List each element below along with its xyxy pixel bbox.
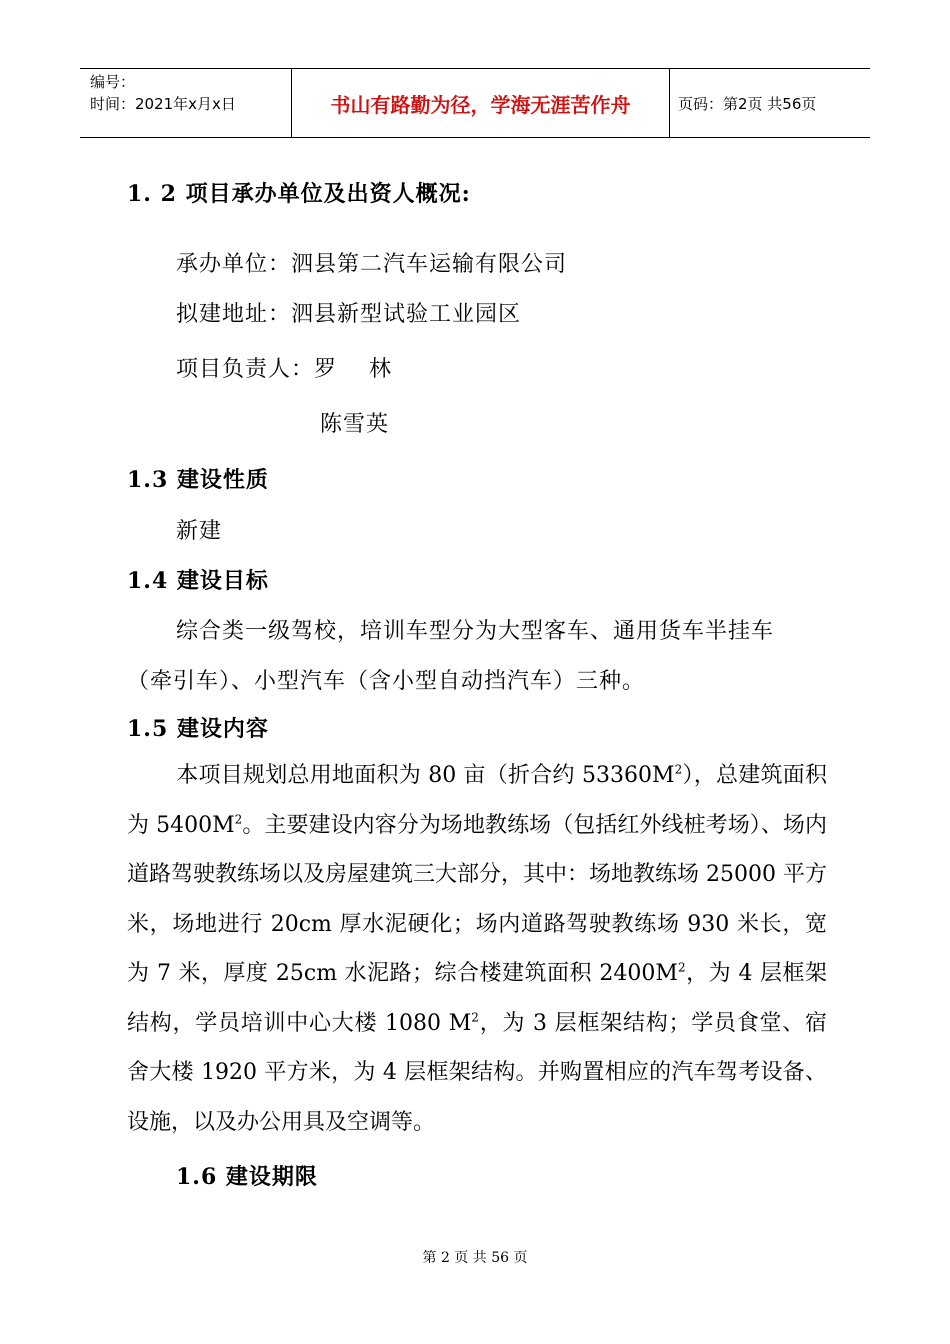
superscript: 2 bbox=[234, 812, 243, 827]
heading-1-6: 1.6 建设期限 bbox=[176, 1164, 318, 1190]
heading-1-3: 1.3 建设性质 bbox=[127, 467, 269, 493]
heading-1-4: 1.4 建设目标 bbox=[127, 568, 269, 594]
header-page-code: 页码：第2页 共56页 bbox=[678, 94, 817, 113]
page-footer: 第 2 页 共 56 页 bbox=[422, 1250, 528, 1266]
goal-line-1: 综合类一级驾校，培训车型分为大型客车、通用货车半挂车 bbox=[176, 619, 775, 644]
header-motto: 书山有路勤为径，学海无涯苦作舟 bbox=[292, 69, 670, 137]
content-part-4: ，为 4 层框架结构，学员培训中心大楼 1080 M bbox=[127, 961, 828, 1036]
content-part-2: ），总建筑面积为 5400M bbox=[127, 763, 827, 838]
superscript: 2 bbox=[677, 960, 686, 975]
superscript: 2 bbox=[674, 762, 683, 777]
page-header bbox=[80, 68, 870, 138]
header-meta bbox=[80, 69, 292, 137]
content-part-5: ，为 3 层框架结构；学员食堂、宿舍大楼 1920 平方米，为 4 层框架结构。并购置相应的汽车驾考设备、设施，以及办公用具及空调等。 bbox=[127, 1010, 827, 1135]
nature-text: 新建 bbox=[176, 519, 223, 544]
unit-line: 承办单位：泗县第二汽车运输有限公司 bbox=[176, 252, 568, 277]
document-time-label: 时间：2021年x月x日 bbox=[90, 95, 236, 113]
content-part-1: 本项目规划总用地面积为 80 亩（折合约 53360M bbox=[176, 763, 675, 788]
person-line: 项目负责人：罗 林 bbox=[176, 357, 392, 382]
heading-1-2: 1. 2 项目承办单位及出资人概况: bbox=[127, 181, 471, 207]
address-line: 拟建地址：泗县新型试验工业园区 bbox=[176, 302, 522, 327]
document-number-label: 编号： bbox=[90, 73, 136, 91]
heading-1-5: 1.5 建设内容 bbox=[127, 716, 269, 742]
person-2-line: 陈雪英 bbox=[320, 412, 390, 437]
superscript: 2 bbox=[471, 1010, 479, 1025]
content-part-3: 。主要建设内容分为场地教练场（包括红外线桩考场）、场内道路驾驶教练场以及房屋建筑三大部分，其中：场地教练场 25000 平方米，场地进行 20cm 厚水泥硬化；场内道路驾驶教练场 930 米长，宽为 7 米，厚度 25cm 水泥路；综合楼建筑面积 2400M bbox=[127, 812, 827, 986]
goal-line-2: （牵引车）、小型汽车（含小型自动挡汽车）三种。 bbox=[127, 669, 646, 694]
content-paragraph bbox=[127, 751, 827, 1147]
